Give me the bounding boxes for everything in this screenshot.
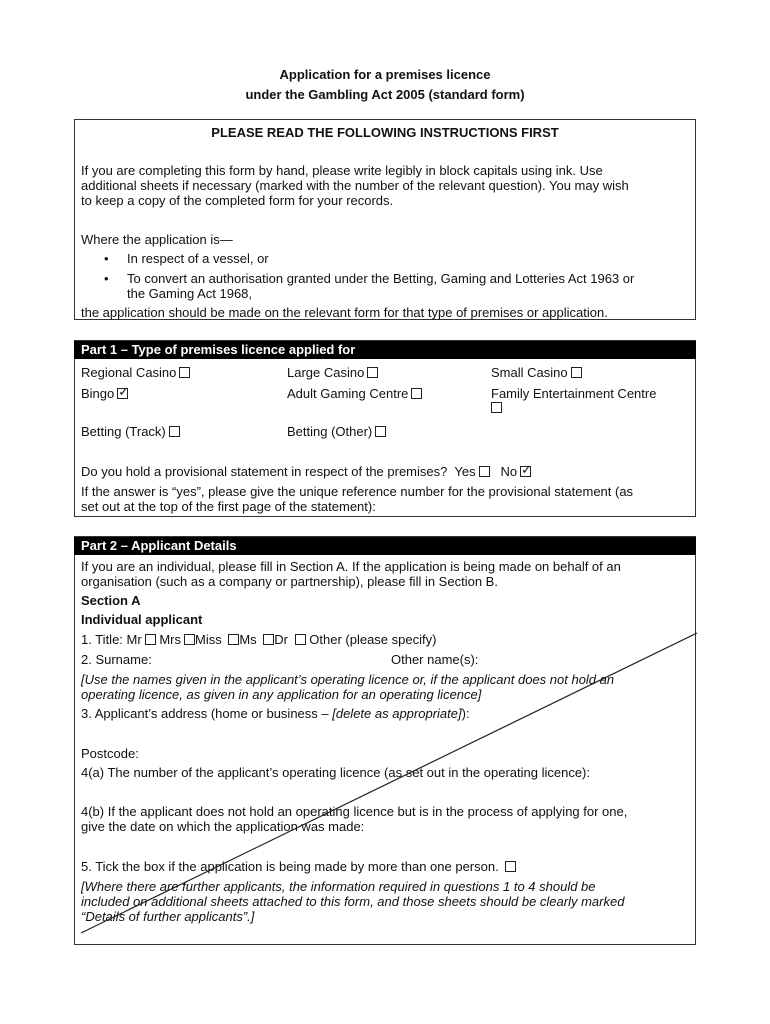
other-names-label: Other name(s): (391, 652, 479, 667)
q4b-line: 4(b) If the applicant does not hold an operating licence but is in the process of applying for one, (81, 804, 628, 819)
title-option: Ms (239, 632, 257, 647)
bullet-icon: • (104, 251, 109, 266)
address-prefix: 3. Applicant’s address (home or business – (81, 706, 333, 721)
instructions-bullet: To convert an authorisation granted under the Betting, Gaming and Lotteries Act 1963 or (127, 271, 635, 286)
instructions-text-line: additional sheets if necessary (marked with the number of the relevant question). You may wish (81, 178, 629, 193)
further-note-line: included on additional sheets attached to this form, and those sheets should be clearly marked (81, 894, 625, 909)
form-title: Application for a premises licence (279, 67, 491, 82)
postcode-label: Postcode: (81, 746, 139, 761)
part1-heading: Part 1 – Type of premises licence applied for (74, 341, 696, 359)
option-label: Bingo (81, 386, 115, 401)
title-option: Miss (194, 632, 222, 647)
form-subtitle: under the Gambling Act 2005 (standard form) (245, 87, 525, 102)
instructions-bullet-continuation: the Gaming Act 1968, (127, 286, 253, 301)
option-label: Betting (Track) (81, 424, 166, 439)
option-label: Regional Casino (81, 365, 177, 380)
reference-note-line: set out at the top of the first page of the statement): (81, 499, 376, 514)
title-option: Other (please specify) (309, 632, 437, 647)
names-note-line: operating licence, as given in any application for an operating licence] (81, 687, 482, 702)
address-suffix: ): (461, 706, 470, 721)
bullet-icon: • (104, 271, 109, 286)
no-label: No (500, 464, 518, 479)
option-family-entertainment-centre-label: Family Entertainment Centre (491, 386, 657, 401)
title-option: Dr (274, 632, 289, 647)
instructions-closing: the application should be made on the relevant form for that type of premises or application. (81, 305, 608, 320)
q5-text: 5. Tick the box if the application is being made by more than one person. (81, 859, 499, 874)
option-label: Betting (Other) (287, 424, 373, 439)
instructions-text-line: to keep a copy of the completed form for your records. (81, 193, 394, 208)
option-label: Adult Gaming Centre (287, 386, 409, 401)
q4a-text: 4(a) The number of the applicant’s operating licence (as set out in the operating licence): (81, 765, 590, 780)
reference-note-line: If the answer is “yes”, please give the unique reference number for the provisional statement (as (81, 484, 634, 499)
further-note-line: [Where there are further applicants, the information required in questions 1 to 4 should be (81, 879, 596, 894)
provisional-question: Do you hold a provisional statement in respect of the premises? (81, 464, 448, 479)
yes-label: Yes (454, 464, 476, 479)
title-option: Mrs (159, 632, 181, 647)
surname-label: 2. Surname: (81, 652, 152, 667)
instructions-text-line: If you are completing this form by hand, please write legibly in block capitals using ink. Use (81, 163, 603, 178)
individual-applicant-heading: Individual applicant (81, 612, 203, 627)
option-label: Large Casino (287, 365, 365, 380)
instructions-heading: PLEASE READ THE FOLLOWING INSTRUCTIONS FIRST (211, 125, 559, 140)
part2-intro-line: organisation (such as a company or partnership), please fill in Section B. (81, 574, 498, 589)
option-label: Small Casino (491, 365, 568, 380)
further-note-line: “Details of further applicants”.] (81, 909, 255, 924)
names-note-line: [Use the names given in the applicant’s operating licence or, if the applicant does not hold an (81, 672, 615, 687)
q4b-line: give the date on which the application was made: (81, 819, 365, 834)
section-a-heading: Section A (81, 593, 141, 608)
instructions-bullet: In respect of a vessel, or (127, 251, 269, 266)
title-label: 1. Title: Mr (81, 632, 142, 647)
part2-heading: Part 2 – Applicant Details (74, 537, 696, 555)
instructions-where: Where the application is— (81, 232, 233, 247)
address-italic: [delete as appropriate] (332, 706, 462, 721)
part2-intro-line: If you are an individual, please fill in Section A. If the application is being made on behalf of an (81, 559, 621, 574)
